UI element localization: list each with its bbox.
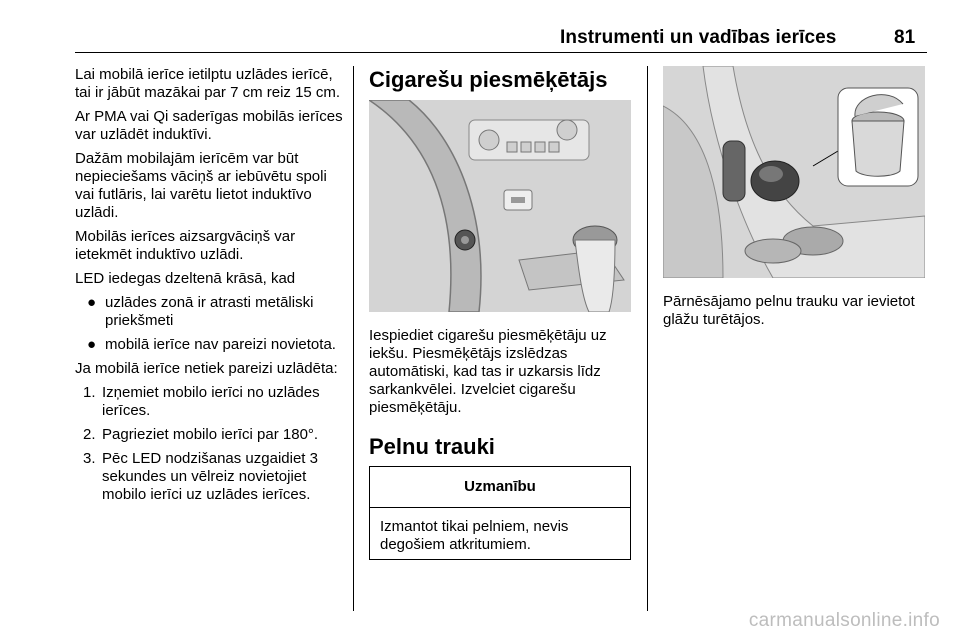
caution-title: Uzmanību [370,467,630,508]
paragraph: Lai mobilā ierīce ietilptu uzlādes ierīcē, tai ir jābūt mazākai par 7 cm reiz 15 cm. [75,66,341,101]
paragraph: Ar PMA vai Qi saderīgas mobilās ierīces var uzlādēt induktīvi. [75,108,343,143]
bullet-icon: ● [87,294,97,311]
console-drawing [369,100,631,312]
paragraph: Mobilās ierīces aizsargvāciņš var ietekmēt induktīvo uzlādi. [75,228,296,263]
step-item [75,384,347,420]
step-number: 2. [83,426,96,443]
bullet-text: mobilā ierīce nav pareizi novietota. [105,336,336,353]
step-number: 1. [83,384,96,401]
bullet-icon: ● [87,336,97,353]
caution-box [369,466,631,560]
section-heading-cigarette-lighter: Cigarešu piesmēķētājs [369,67,608,92]
step-item [75,450,347,504]
step-number: 3. [83,450,96,467]
step-text: Izņemiet mobilo ierīci no uzlādes ierīces. [102,384,320,419]
step-text: Pagrieziet mobilo ierīci par 180°. [102,426,319,443]
column-divider-2 [647,66,648,611]
page-header-title: Instrumenti un vadības ierīces [560,27,837,48]
section-heading-ashtrays: Pelnu trauki [369,434,495,459]
ashtray-note [663,293,925,329]
step-text: Pēc LED nodzišanas uzgaidiet 3 sekundes un vēlreiz novietojiet mobilo ierīci uz uzlādes ierīces. [102,450,318,503]
bullet-item [75,336,347,354]
watermark: carmanualsonline.info [748,610,940,631]
column-1 [75,66,347,510]
paragraph: Ja mobilā ierīce netiek pareizi uzlādēta: [75,360,338,377]
paragraph: LED iedegas dzeltenā krāsā, kad [75,270,296,287]
caution-text: Izmantot tikai pelniem, nevis degošiem atkritumiem. [380,518,569,553]
ashtray-illustration [663,66,925,278]
paragraph: Pārnēsājamo pelnu trauku var ievietot glāžu turētājos. [663,293,915,328]
bullet-text: uzlādes zonā ir atrasti metāliski priekšmeti [105,294,314,329]
column-divider-1 [353,66,354,611]
header-rule [75,52,927,53]
ashtray-drawing [663,66,925,278]
paragraph: Iespiediet cigarešu piesmēķētāju uz iekšu. Piesmēķētājs izslēdzas automātiski, kad tas ir uzkarsis līdz sarkankvēlei. Izvelciet cigarešu piesmēķētāju. [369,327,607,416]
bullet-item [75,294,347,330]
paragraph: Dažām mobilajām ierīcēm var būt nepieciešams vāciņš ar iebūvētu spoli vai futlāris, lai varētu lietot induktīvo uzlādi. [75,150,327,221]
page-number: 81 [894,27,916,48]
lighter-instructions [369,327,631,417]
cigarette-lighter-illustration [369,100,631,312]
step-item [75,426,347,444]
